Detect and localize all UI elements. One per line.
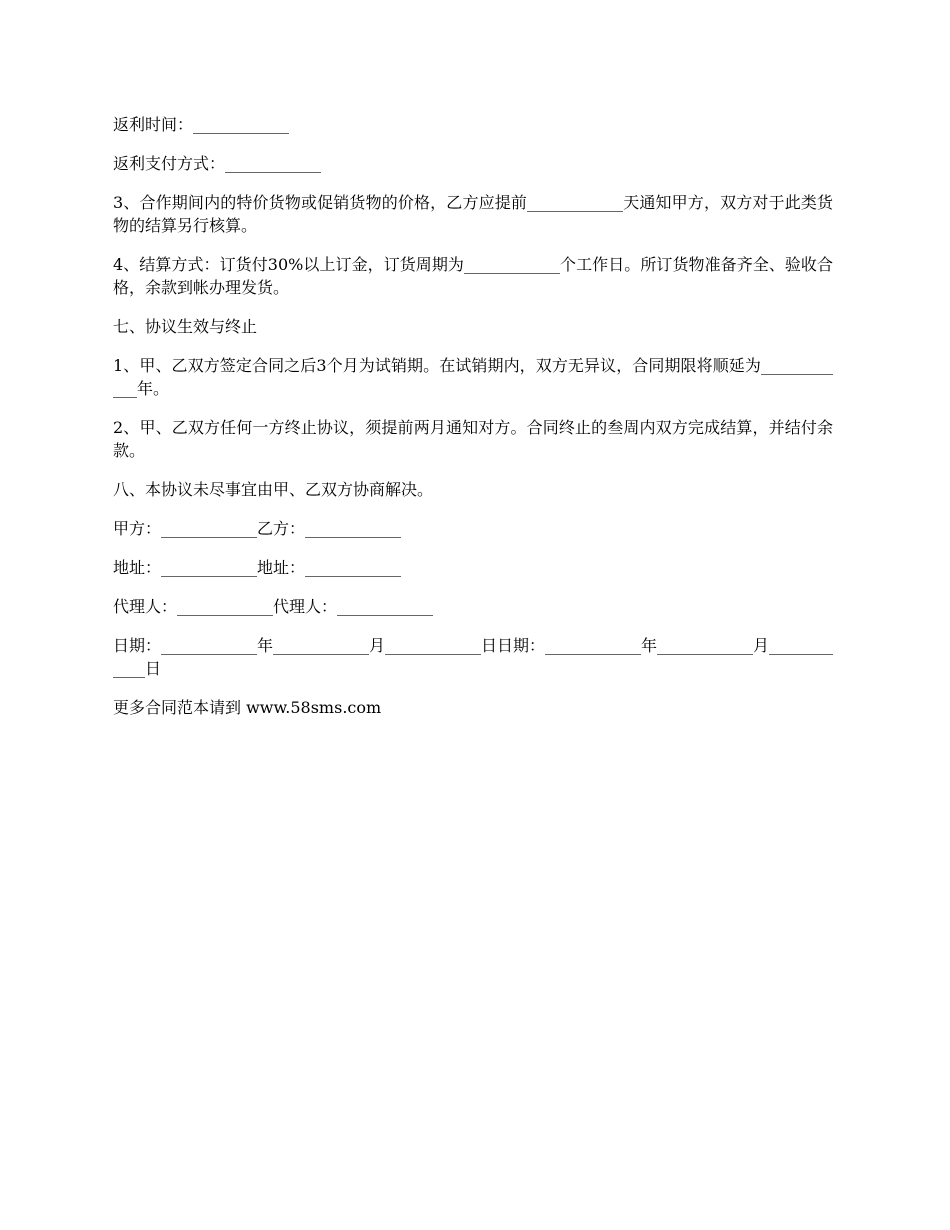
address-line: 地址：____________地址：____________ (113, 558, 402, 577)
clause-3-paragraph: 3、合作期间内的特价货物或促销货物的价格，乙方应提前____________天通知甲方，双方对于此类货物的结算另行核算。 (113, 193, 833, 235)
clause-4-paragraph: 4、结算方式：订货付30%以上订金，订货周期为____________个工作日。所订货物准备齐全、验收合格，余款到帐办理发货。 (113, 255, 833, 297)
section-8-heading: 八、本协议未尽事宜由甲、乙双方协商解决。 (113, 480, 434, 499)
rebate-payment-method-line: 返利支付方式：____________ (113, 154, 322, 173)
footer-more-templates: 更多合同范本请到 www.58sms.com (113, 698, 382, 717)
date-line: 日期：____________年____________月____________日日期：____________年____________月____________日 (113, 636, 834, 678)
document-page (113, 113, 833, 735)
section-7-heading: 七、协议生效与终止 (113, 317, 258, 336)
agent-line: 代理人：____________代理人：____________ (113, 597, 434, 616)
rebate-time-line: 返利时间：____________ (113, 115, 290, 134)
section-7-clause-2: 2、甲、乙双方任何一方终止协议，须提前两月通知对方。合同终止的叁周内双方完成结算，并结付余款。 (113, 418, 833, 460)
section-7-clause-1: 1、甲、乙双方签定合同之后3个月为试销期。在试销期内，双方无异议，合同期限将顺延为____________年。 (113, 356, 833, 398)
party-signature-line: 甲方：____________乙方：____________ (113, 519, 402, 538)
